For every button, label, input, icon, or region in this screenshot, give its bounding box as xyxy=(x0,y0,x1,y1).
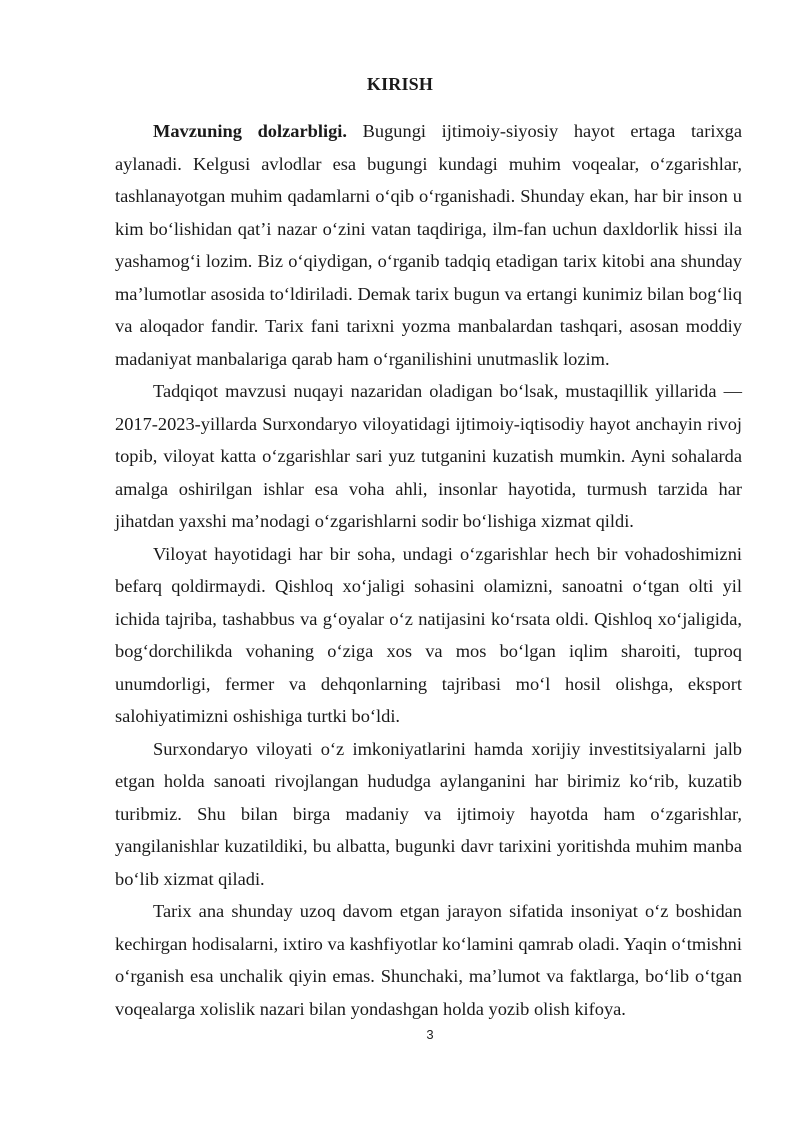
body-text xyxy=(115,115,742,1025)
paragraph-research-topic: Tadqiqot mavzusi nuqayi nazaridan oladigan bo‘lsak, mustaqillik yillarida — 2017-2023-yillarda Surxondaryo viloyatidagi ijtimoiy-iqtisodiy hayot anchayin rivoj topib, viloyat katta o‘zgarishlar sari yuz tutganini kuzatish mumkin. Ayni sohalarda amalga oshirilgan ishlar esa voha ahli, insonlar hayotida, turmush tarzida har jihatdan yaxshi ma’nodagi o‘zgarishlarni sodir bo‘lishiga xizmat qildi. xyxy=(115,381,742,531)
paragraph-industry: Surxondaryo viloyati o‘z imkoniyatlarini hamda xorijiy investitsiyalarni jalb etgan holda sanoati rivojlangan hududga aylanganini har birimiz ko‘rib, kuzatib turibmiz. Shu bilan birga madaniy va ijtimoiy hayotda ham o‘zgarishlar, yangilanishlar kuzatildiki, bu albatta, bugunki davr tarixini yoritishda muhim manba bo‘lib xizmat qiladi. xyxy=(115,738,742,889)
page-number: 3 xyxy=(426,1027,434,1042)
paragraph-text: Bugungi ijtimoiy-siyosiy hayot ertaga tarixga aylanadi. Kelgusi avlodlar esa bugungi kundagi muhim voqealar, o‘zgarishlar, tashlanayotgan muhim qadamlarni o‘qib o‘rganishadi. Shunday ekan, har bir inson u kim bo‘lishidan qat’i nazar o‘zini vatan taqdiriga, ilm-fan uchun daxldorlik hissi ila yashamog‘i lozim. Biz o‘qiydigan, o‘rganib tadqiq etadigan tarix kitobi ana shunday ma’lumotlar asosida to‘ldiriladi. Demak tarix bugun va ertangi kunimiz bilan bog‘liq va aloqador fandir. Tarix fani tarixni yozma manbalardan tashqari, asosan moddiy madaniyat manbalariga qarab ham o‘rganilishini unutmaslik lozim. xyxy=(115,121,742,369)
section-heading: KIRISH xyxy=(366,74,434,94)
paragraph-history: Tarix ana shunday uzoq davom etgan jarayon sifatida insoniyat o‘z boshidan kechirgan hodisalarni, ixtiro va kashfiyotlar ko‘lamini qamrab oladi. Yaqin o‘tmishni o‘rganish esa unchalik qiyin emas. Shunchaki, ma’lumot va faktlarga, bo‘lib o‘tgan voqealarga xolislik nazari bilan yondashgan holda yozib olish kifoya. xyxy=(115,901,742,1019)
paragraph-lead: Mavzuning dolzarbligi. xyxy=(153,121,347,141)
paragraph-relevance xyxy=(115,115,742,375)
paragraph-region-life: Viloyat hayotidagi har bir soha, undagi o‘zgarishlar hech bir vohadoshimizni befarq qoldirmaydi. Qishloq xo‘jaligi sohasini olamizni, sanoatni o‘tgan olti yil ichida tajriba, tashabbus va g‘oyalar o‘z natijasini ko‘rsata oldi. Qishloq xo‘jaligida, bog‘dorchilikda vohaning o‘ziga xos va mos bo‘lgan iqlim sharoiti, tuproq unumdorligi, fermer va dehqonlarning tajribasi mo‘l hosil olishga, eksport salohiyatimizni oshishiga turtki bo‘ldi. xyxy=(115,543,742,726)
